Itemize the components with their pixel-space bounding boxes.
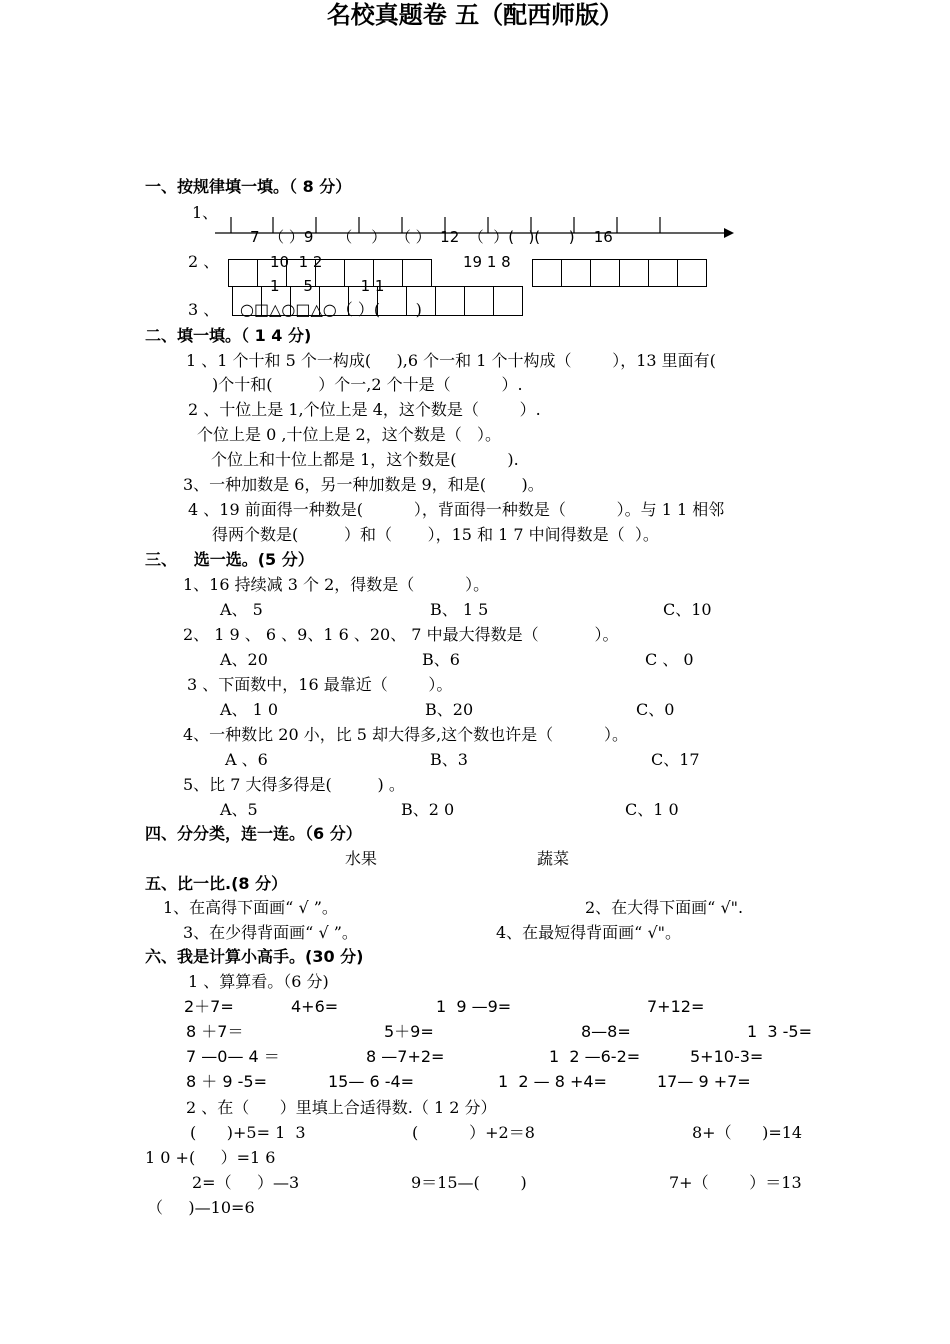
- answer-box[interactable]: [590, 259, 620, 287]
- fill-item[interactable]: 1 0 +( ）=1 6: [145, 1148, 276, 1167]
- number-line-labels: 7 （ ）9 （ ） （ ） 12 （ ）( )( ) 16: [250, 228, 613, 246]
- calc-item: 2＋7=: [184, 997, 234, 1016]
- s3-q4-option-c[interactable]: C、17: [651, 750, 700, 769]
- calc-item: 5＋9=: [384, 1022, 434, 1041]
- s6-sub-2: 2 、在（ ）里填上合适得数.（ 1 2 分）: [186, 1098, 497, 1117]
- fill-item[interactable]: 2=（ ）—3: [192, 1173, 300, 1192]
- s3-q1-option-c[interactable]: C、10: [663, 600, 712, 619]
- s3-q3-option-a[interactable]: A、 1 0: [220, 700, 279, 719]
- s5-q3: 3、在少得背面画“ √ ”。: [183, 923, 358, 942]
- s2-line-7: 4 、19 前面得一种数是( ），背面得一种数是（ ）。与 1 1 相邻: [188, 500, 725, 519]
- calc-item: 8—8=: [581, 1022, 631, 1041]
- calc-item: 1 3 -5=: [747, 1022, 812, 1041]
- answer-box[interactable]: [228, 259, 258, 287]
- q3-numbers: 1 5 1 1: [270, 277, 385, 295]
- calc-item: 7 —0— 4 ＝: [186, 1047, 280, 1066]
- s3-q2-option-b[interactable]: B、6: [422, 650, 460, 669]
- answer-box[interactable]: [493, 286, 523, 316]
- s3-q2: 2、 1 9 、 6 、9、1 6 、20、 7 中最大得数是（ ）。: [183, 625, 619, 644]
- fill-item[interactable]: 7+（ ）＝13: [669, 1173, 802, 1192]
- calc-item: 1 2 —6-2=: [549, 1047, 641, 1066]
- s2-line-1: 1 、1 个十和 5 个一构成( ),6 个一和 1 个十构成（ ），13 里面有(: [186, 351, 716, 370]
- calc-item: 4+6=: [291, 997, 339, 1016]
- s3-q3: 3 、下面数中，16 最靠近（ ）。: [187, 675, 453, 694]
- s3-q2-option-c[interactable]: C 、 0: [645, 650, 694, 669]
- s3-q5-option-b[interactable]: B、2 0: [401, 800, 455, 819]
- q1-number: 1、: [192, 203, 219, 222]
- s3-q3-option-c[interactable]: C、0: [636, 700, 675, 719]
- s3-q5-option-c[interactable]: C、1 0: [625, 800, 679, 819]
- answer-box[interactable]: [435, 286, 465, 316]
- s2-line-3: 2 、十位上是 1,个位上是 4，这个数是（ ）.: [188, 400, 541, 419]
- calc-item: 17— 9 +7=: [657, 1072, 751, 1091]
- answer-box[interactable]: [648, 259, 678, 287]
- section-3-heading: 三、 选一选。(5 分）: [145, 550, 314, 569]
- s3-q2-option-a[interactable]: A、20: [220, 650, 268, 669]
- s3-q3-option-b[interactable]: B、20: [425, 700, 474, 719]
- s3-q1-option-a[interactable]: A、 5: [220, 600, 263, 619]
- calc-item: 7+12=: [647, 997, 705, 1016]
- s2-line-8: 得两个数是( ）和（ ），15 和 1 7 中间得数是（ ）。: [212, 525, 659, 544]
- answer-box[interactable]: [619, 259, 649, 287]
- fill-item[interactable]: 8+（ )=14: [692, 1123, 803, 1142]
- s5-q2: 2、在大得下面画“ √".: [585, 898, 744, 917]
- section-5-heading: 五、比一比.(8 分）: [145, 874, 288, 893]
- arrow-head-icon: [724, 228, 734, 238]
- calc-item: 8 —7+2=: [366, 1047, 445, 1066]
- q2-given-left: 10 1 2: [270, 253, 323, 271]
- answer-box[interactable]: [464, 286, 494, 316]
- answer-box[interactable]: [677, 259, 707, 287]
- fill-item[interactable]: 9＝15—( ): [411, 1173, 527, 1192]
- s2-line-4: 个位上是 0 ,十位上是 2，这个数是（ ）。: [197, 425, 501, 444]
- q3-number: 3 、: [188, 300, 220, 319]
- section-2-heading: 二、填一填。（ 1 4 分): [145, 326, 312, 345]
- s3-q4: 4、一种数比 20 小，比 5 却大得多,这个数也许是（ ）。: [183, 725, 629, 744]
- calc-item: 1 9 —9=: [436, 997, 512, 1016]
- q2-given-right: 19 1 8: [463, 253, 511, 271]
- s3-q5-option-a[interactable]: A、5: [220, 800, 258, 819]
- section-6-heading: 六、我是计算小高手。(30 分): [145, 947, 364, 966]
- calc-item: 8 ＋7＝: [186, 1022, 244, 1041]
- calc-item: 15— 6 -4=: [328, 1072, 415, 1091]
- s3-q1-option-b[interactable]: B、 1 5: [430, 600, 489, 619]
- fill-item[interactable]: ( )+5= 1 3: [190, 1123, 306, 1142]
- section-4-heading: 四、分分类，连一连。（6 分）: [145, 824, 362, 843]
- fill-item[interactable]: （ )—10=6: [147, 1198, 255, 1217]
- q3-shapes: ○□△○□△○（ ）( ): [240, 300, 422, 319]
- answer-box[interactable]: [561, 259, 591, 287]
- category-fruit: 水果: [345, 849, 378, 868]
- s5-q1: 1、在高得下面画“ √ ”。: [163, 898, 338, 917]
- calc-item: 8 ＋ 9 -5=: [186, 1072, 267, 1091]
- answer-box[interactable]: [532, 259, 562, 287]
- s3-q4-option-a[interactable]: A 、6: [225, 750, 268, 769]
- s3-q1: 1、16 持续减 3 个 2，得数是（ ）。: [183, 575, 490, 594]
- s3-q4-option-b[interactable]: B、3: [430, 750, 468, 769]
- calc-item: 5+10-3=: [690, 1047, 764, 1066]
- q2-number: 2 、: [188, 252, 220, 271]
- s2-line-6: 3、一种加数是 6，另一种加数是 9，和是( )。: [183, 475, 544, 494]
- s6-sub-1: 1 、算算看。（6 分): [188, 972, 329, 991]
- s2-line-5: 个位上和十位上都是 1，这个数是( ).: [211, 450, 519, 469]
- category-vegetable: 蔬菜: [537, 849, 570, 868]
- s2-line-2: )个十和( ）个一,2 个十是（ ）.: [212, 375, 523, 394]
- number-line: [0, 0, 950, 320]
- s5-q4: 4、在最短得背面画“ √"。: [496, 923, 682, 942]
- fill-item[interactable]: ( ）+2＝8: [412, 1123, 535, 1142]
- section-1-heading: 一、按规律填一填。（ 8 分）: [145, 177, 352, 196]
- s3-q5: 5、比 7 大得多得是( ) 。: [183, 775, 405, 794]
- answer-box[interactable]: [402, 259, 432, 287]
- calc-item: 1 2 — 8 +4=: [498, 1072, 607, 1091]
- page-title: 名校真题卷 五（配西师版）: [326, 0, 624, 29]
